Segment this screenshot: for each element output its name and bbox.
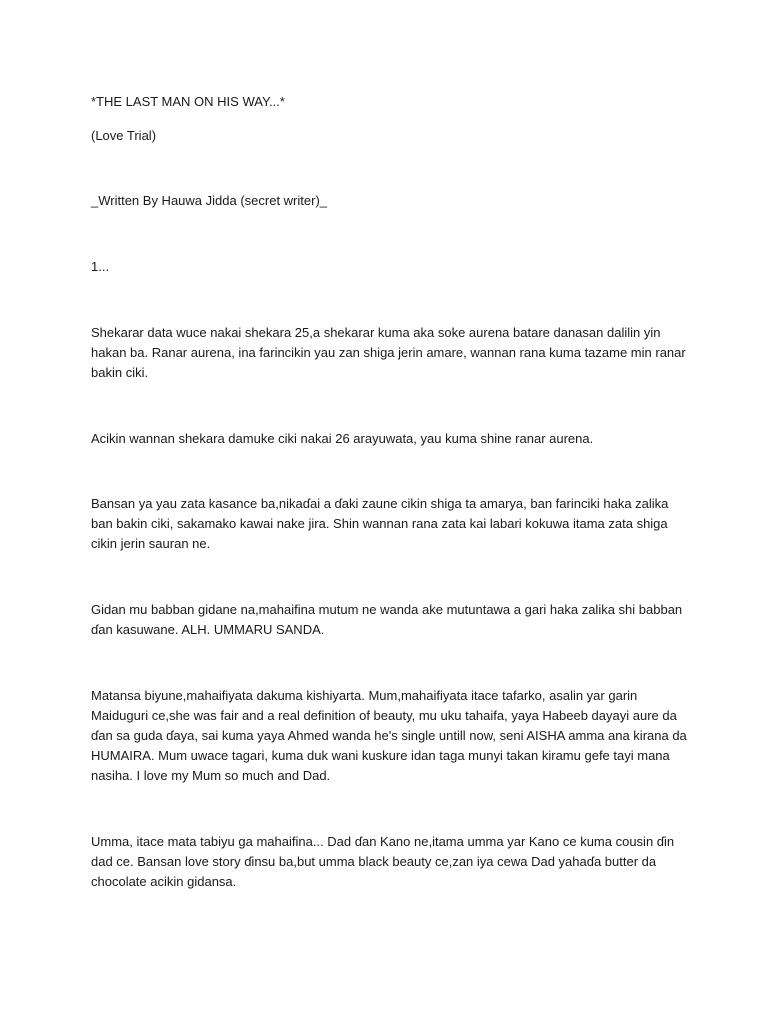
chapter-number: 1... [91,259,110,274]
story-subtitle: (Love Trial) [91,128,157,143]
author-line: _Written By Hauwa Jidda (secret writer)_ [91,193,328,208]
story-title: *THE LAST MAN ON HIS WAY...* [91,94,285,109]
paragraph: Matansa biyune,mahaifiyata dakuma kishiyarta. Mum,mahaifiyata itace tafarko, asalin yar garin Maiduguri ce,she was fair and a real definition of beauty, mu uku tahaifa, yaya Habeeb dayayi aure da ɗan sa guda ɗaya, sai kuma yaya Ahmed wanda he's single untill now, seni AISHA amma ana kirana da HUMAIRA. Mum uwace tagari, kuma duk wani kuskure idan taga munyi takan kiramu gefe tayi mana nasiha. I love my Mum so much and Dad. [91,688,687,783]
paragraph: Acikin wannan shekara damuke ciki nakai 26 arayuwata, yau kuma shine ranar aurena. [91,431,594,446]
paragraph: Shekarar data wuce nakai shekara 25,a shekarar kuma aka soke aurena batare danasan dalilin yin hakan ba. Ranar aurena, ina farincikin yau zan shiga jerin amare, wannan rana kuma tazame min ranar bakin ciki. [91,325,686,380]
paragraph: Umma, itace mata tabiyu ga mahaifina... Dad ɗan Kano ne,itama umma yar Kano ce kuma cousin ɗin dad ce. Bansan love story ɗinsu ba,but umma black beauty ce,zan iya cewa Dad yahaɗa butter da chocolate acikin gidansa. [91,834,675,889]
paragraph: Gidan mu babban gidane na,mahaifina mutum ne wanda ake mutuntawa a gari haka zalika shi babban ɗan kasuwane. ALH. UMMARU SANDA. [91,602,683,637]
paragraph: Bansan ya yau zata kasance ba,nikaɗai a ɗaki zaune cikin shiga ta amarya, ban farinciki haka zalika ban bakin ciki, sakamako kawai nake jira. Shin wannan rana zata kai labari kokuwa itama zata shiga cikin jerin sauran ne. [91,496,669,551]
